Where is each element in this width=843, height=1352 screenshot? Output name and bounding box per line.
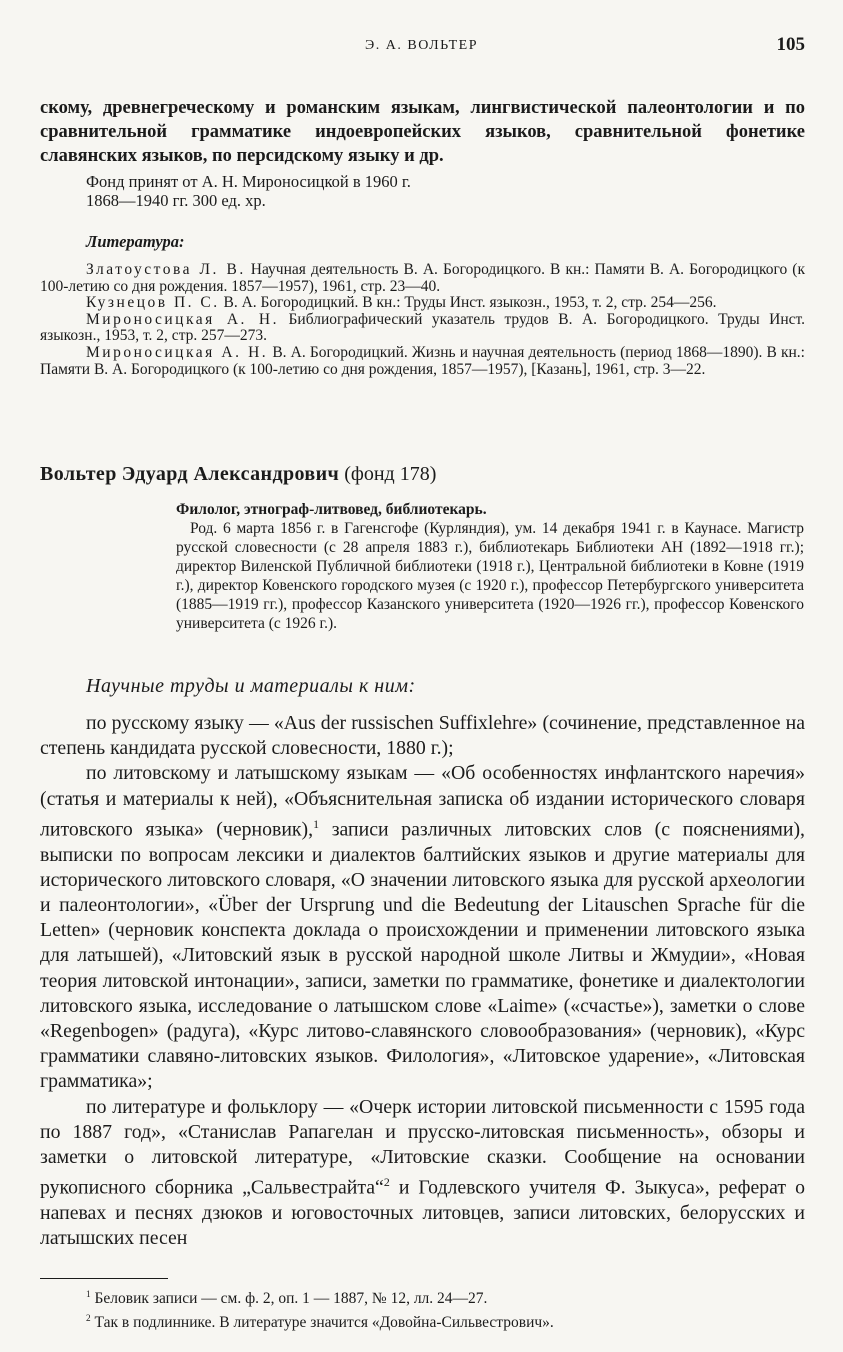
footnote: [86, 1309, 806, 1333]
works-text: по литературе и фольклору — «Очерк истории литовской письменности с 1595 года по 1887 год», «Станислав Рапагелан и прусско-литовская письменность», обзоры и заметки о литовской литературе, «Литовские сказки. Сообщение на основании рукописного сборника „Сальвестрайта“: [40, 1095, 805, 1199]
footnote-ref: 1: [313, 816, 319, 831]
footnote-ref: 2: [383, 1175, 390, 1190]
footnote-text: Беловик записи — см. ф. 2, оп. 1 — 1887, № 12, лл. 24—27.: [90, 1290, 488, 1308]
biography-text: Род. 6 марта 1856 г. в Гагенсгофе (Курляндия), ум. 14 декабря 1941 г. в Каунасе. Магистр русской словесности (с 28 апреля 1883 г.), библиотекарь Библиотеки АН (1892—1918 гг.); директор Виленской Публичной библиотеки (1918 г.), Центральной библиотеки в Ковне (1919 г.), директор Ковенского городского музея (с 1920 г.), профессор Петербургского университета (1885—1919 гг.), профессор Казанского университета (1920—1926 гг.), профессор Ковенского университета (с 1926 г.).: [176, 520, 804, 632]
works-text: по литовскому и латышскому языкам — «Об особенностях инфлантского наречия» (статья и материалы к ней), «Объяснительная записка об издании исторического словаря литовского языка» (черновик),: [40, 762, 805, 841]
literature-author: Мироносицкая А. Н.: [86, 343, 269, 361]
works-item-literature: [40, 1095, 805, 1252]
fund-accepted-line: Фонд принят от А. Н. Мироносицкой в 1960 г.: [86, 172, 411, 191]
page-number: 105: [776, 34, 805, 55]
works-text: записи различных литовских слов (с пояснениями), выписки по вопросам лексики и диалектов балтийских языков и другие материалы для исторического литовского словаря, «О значении литовского языка для русской археологии и палеонтологии», «Über der Ursprung und die Bedeutung der Litauschen Sprache für die Letten» (черновик конспекта доклада о происхождении и применении литовского языка для латышей), «Литовский язык в русской народной школе Литвы и Жмудии», «Новая теория литовской интонации», записи, заметки по грамматике, фонетике и диалектологии литовского языка, исследование о латышском слове «Laime» («счастье»), заметки о слове «Regenbogen» (радуга), «Курс литово-славянского словообразования» (черновик), «Курс грамматики славяно-литовских языков. Филология», «Литовское ударение», «Литовская грамматика»;: [40, 818, 805, 1093]
person-fund-ref: (фонд 178): [344, 463, 437, 485]
footnote-text: Так в подлиннике. В литературе значится «Довойна-Сильвестрович».: [90, 1314, 554, 1332]
literature-author: Златоустова Л. В.: [86, 261, 246, 278]
literature-text: Библиографический указатель трудов В. А. Богородицкого. Труды Инст. языкозн., 1953, т. 2, стр. 257—273.: [40, 310, 805, 345]
works-item-russian: по русскому языку — «Aus der russischen Suffixlehre» (сочинение, представленное на степень кандидата русской словесности, 1880 г.);: [40, 712, 805, 760]
biography-role: Филолог, этнограф-литвовед, библиотекарь.: [176, 501, 487, 518]
footnote-mark: 2: [86, 1314, 91, 1325]
works-list: [40, 711, 805, 1251]
literature-text: Научная деятельность В. А. Богородицкого. В кн.: Памяти В. А. Богородицкого (к 100-летию со дня рождения. 1857—1957), 1961, стр. 23—40.: [40, 261, 806, 295]
fund-info: [86, 172, 786, 210]
literature-author: Мироносицкая А. Н.: [86, 310, 279, 328]
works-text: и Годлевского учителя Ф. Зыкуса», реферат о напевах и песнях дзюков и юговосточных литовцев, записи литовских, белорусских и латышских песен: [40, 1176, 805, 1250]
biography: [176, 500, 804, 633]
running-header: [0, 34, 843, 62]
literature-entry: [40, 312, 805, 345]
footnote-mark: 1: [86, 1290, 91, 1300]
works-heading: Научные труды и материалы к ним:: [86, 675, 416, 697]
footnotes: [86, 1285, 806, 1333]
literature-entry: [40, 262, 805, 295]
literature-entry: [40, 295, 805, 312]
literature-list: [40, 262, 805, 378]
footnote: [86, 1285, 806, 1309]
literature-text: В. А. Богородицкий. Жизнь и научная деятельность (период 1868—1890). В кн.: Памяти В. А. Богородицкого (к 100-летию со дня рождения, 1857—1957), [Казань], 1961, стр. 3—22.: [40, 343, 805, 378]
works-item-lithuanian: [40, 761, 805, 1094]
person-name: Эдуард Александрович: [121, 463, 340, 485]
intro-text: скому, древнегреческому и романским языкам, лингвистической палеонтологии и по сравнительной грамматике индоевропейских языков, сравнительной фонетике славянских языков, по персидскому языку и др.: [40, 98, 805, 166]
literature-heading: Литература:: [86, 232, 185, 251]
fund-dates-line: 1868—1940 гг. 300 ед. хр.: [86, 191, 266, 210]
literature-text: В. А. Богородицкий. В кн.: Труды Инст. языкозн., 1953, т. 2, стр. 254—256.: [219, 294, 717, 312]
person-surname: Вольтер: [40, 463, 117, 485]
intro-paragraph: [40, 96, 805, 168]
person-heading: [40, 463, 805, 486]
footnote-divider: [40, 1278, 168, 1279]
running-header-title: Э. А. ВОЛЬТЕР: [365, 38, 478, 53]
literature-entry: [40, 345, 805, 378]
literature-author: Кузнецов П. С.: [86, 294, 220, 312]
